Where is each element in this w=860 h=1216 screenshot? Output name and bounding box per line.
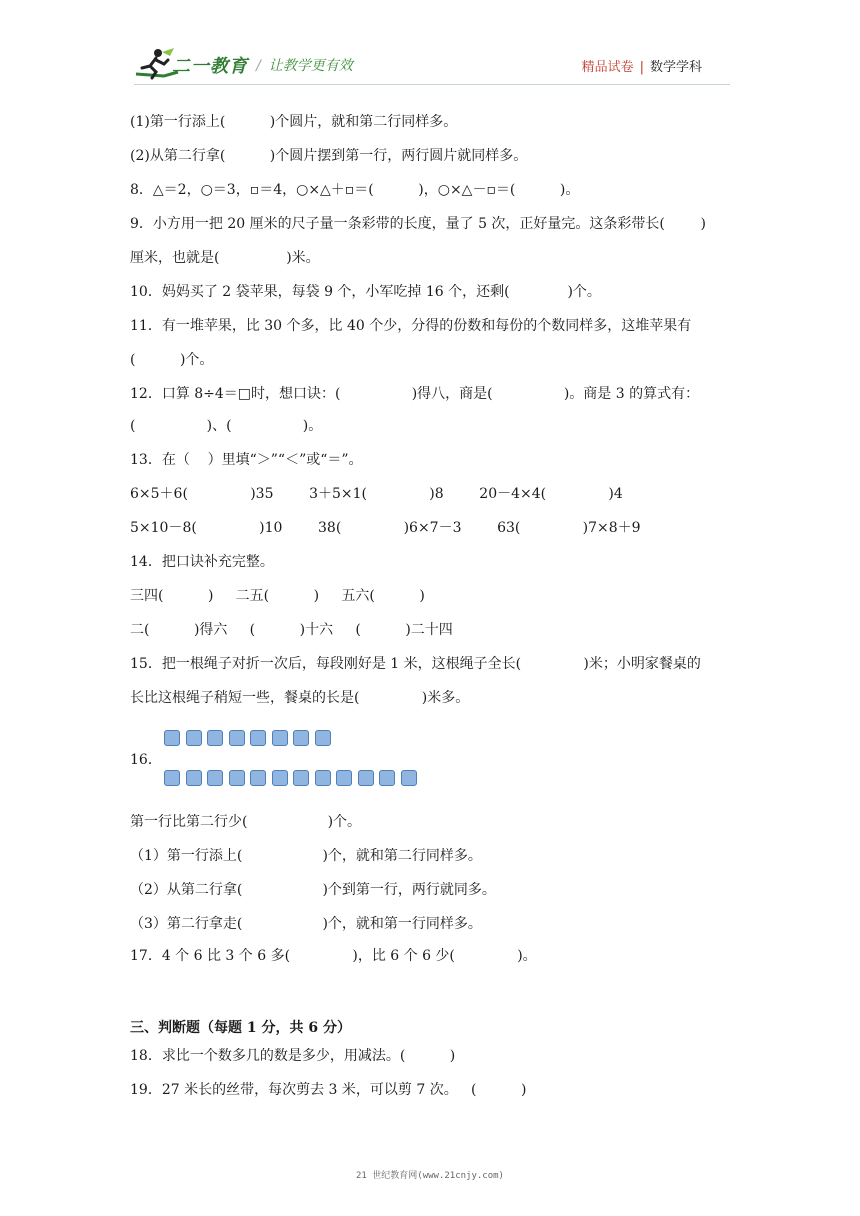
question-line: 15．把一根绳子对折一次后，每段刚好是 1 米，这根绳子全长( )米；小明家餐桌的 bbox=[130, 656, 701, 672]
question-line: 16． bbox=[130, 752, 162, 768]
question-line: 10．妈妈买了 2 袋苹果，每袋 9 个，小军吃掉 16 个，还剩( )个。 bbox=[130, 284, 601, 300]
section-heading: 三、判断题（每题 1 分，共 6 分） bbox=[130, 1020, 351, 1036]
square-piece bbox=[207, 730, 223, 746]
question-line: 8．△＝2，○＝3，▫＝4，○×△＋▫＝( )，○×△－▫＝( )。 bbox=[130, 182, 580, 198]
question-line: 12．口算 8÷4＝□时，想口诀：( )得八，商是( )。商是 3 的算式有： bbox=[130, 386, 700, 402]
question-line: ( )个。 bbox=[130, 352, 214, 368]
question-line: （2）从第二行拿( )个到第一行，两行就同多。 bbox=[130, 882, 496, 898]
question-line: (2)从第二行拿( )个圆片摆到第一行，两行圆片就同样多。 bbox=[130, 148, 528, 164]
square-piece bbox=[293, 770, 309, 786]
question-line: 17．4 个 6 比 3 个 6 多( )，比 6 个 6 少( )。 bbox=[130, 948, 537, 964]
page-header bbox=[0, 0, 860, 90]
square-piece bbox=[186, 770, 202, 786]
slogan: / 让教学更有效 bbox=[256, 58, 353, 74]
question-line: 5×10－8( )10 38( )6×7－3 63( )7×8＋9 bbox=[130, 520, 641, 536]
square-piece bbox=[229, 770, 245, 786]
square-piece bbox=[164, 730, 180, 746]
question-line: 三四( ) 二五( ) 五六( ) bbox=[130, 588, 425, 604]
square-piece bbox=[250, 770, 266, 786]
square-piece bbox=[207, 770, 223, 786]
subject-label: 数学学科 bbox=[649, 60, 702, 75]
question-line: 第一行比第二行少( )个。 bbox=[130, 814, 362, 830]
question-line: 6×5＋6( )35 3＋5×1( )8 20－4×4( )4 bbox=[130, 486, 623, 502]
question-line: 长比这根绳子稍短一些，餐桌的长是( )米多。 bbox=[130, 690, 470, 706]
question-line: 二( )得六 ( )十六 ( )二十四 bbox=[130, 622, 453, 638]
square-piece bbox=[229, 730, 245, 746]
square-piece bbox=[379, 770, 395, 786]
square-piece bbox=[164, 770, 180, 786]
question-line: (1)第一行添上( )个圆片，就和第二行同样多。 bbox=[130, 114, 458, 130]
question-line: 19．27 米长的丝带，每次剪去 3 米，可以剪 7 次。 ( ) bbox=[130, 1082, 527, 1098]
brand-label: 精品试卷 bbox=[581, 60, 634, 75]
header-divider bbox=[134, 84, 730, 85]
square-piece bbox=[186, 730, 202, 746]
square-piece bbox=[250, 730, 266, 746]
question-line: 9．小方用一把 20 厘米的尺子量一条彩带的长度，量了 5 次，正好量完。这条彩带长( ) bbox=[130, 216, 706, 232]
slogan-text: 让教学更有效 bbox=[268, 58, 353, 74]
square-piece bbox=[272, 730, 288, 746]
question-line: ( )、( )。 bbox=[130, 418, 323, 434]
square-piece bbox=[336, 770, 352, 786]
square-piece bbox=[358, 770, 374, 786]
header-right bbox=[582, 56, 702, 75]
question-line: 18．求比一个数多几的数是多少，用减法。( ) bbox=[130, 1048, 456, 1064]
square-piece bbox=[315, 730, 331, 746]
square-piece bbox=[293, 730, 309, 746]
square-piece bbox=[315, 770, 331, 786]
square-piece bbox=[272, 770, 288, 786]
divider: | bbox=[639, 60, 644, 75]
question-line: 11．有一堆苹果，比 30 个多，比 40 个少，分得的份数和每份的个数同样多，这堆苹果有 bbox=[130, 318, 692, 334]
page-footer: 21 世纪教育网(www.21cnjy.com) bbox=[356, 1171, 504, 1181]
square-piece bbox=[401, 770, 417, 786]
question-line: 14．把口诀补充完整。 bbox=[130, 554, 274, 570]
question-line: （1）第一行添上( )个，就和第二行同样多。 bbox=[130, 848, 482, 864]
question-line: 厘米，也就是( )米。 bbox=[130, 250, 320, 266]
question-line: 13．在（ ）里填“＞”“＜”或“＝”。 bbox=[130, 452, 363, 468]
question-line: （3）第二行拿走( )个，就和第一行同样多。 bbox=[130, 916, 482, 932]
logo-text: 二一教育 bbox=[172, 56, 248, 77]
